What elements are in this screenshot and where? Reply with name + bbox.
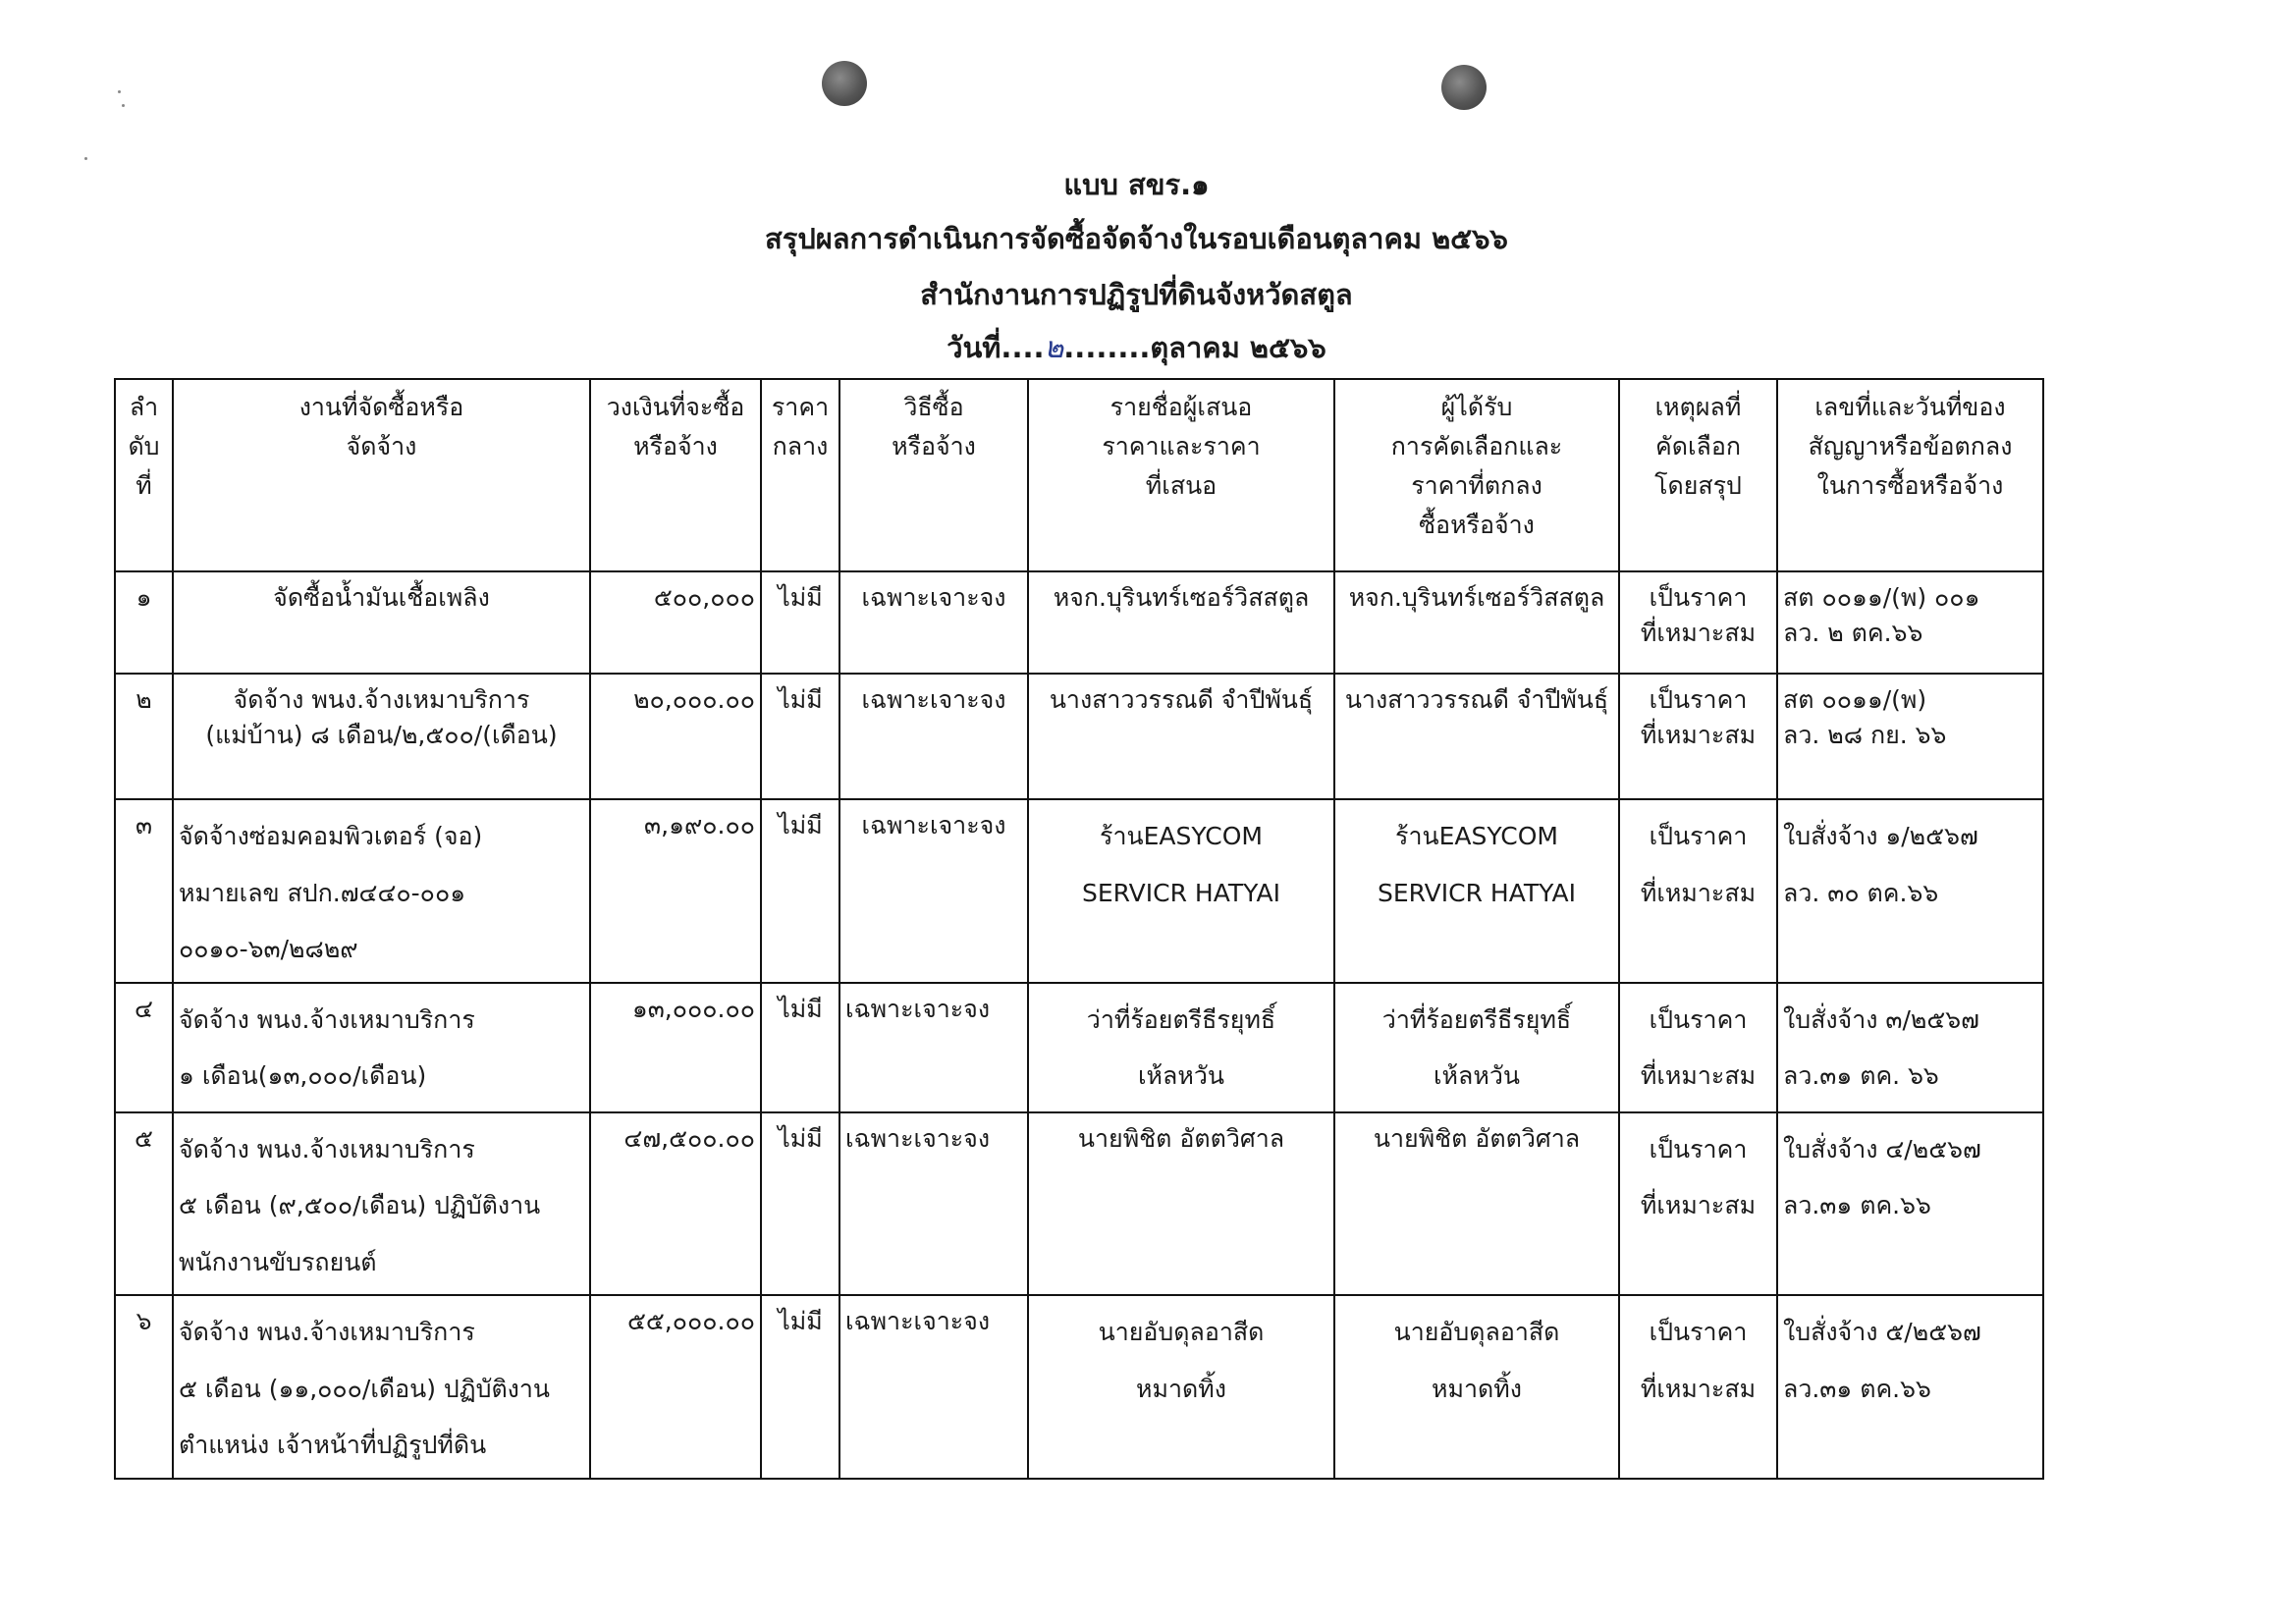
row-selected: นายอับดุลอาสีด หมาดทิ้ง — [1334, 1295, 1619, 1479]
col-header-bidders: รายชื่อผู้เสนอ ราคาและราคา ที่เสนอ — [1028, 379, 1334, 571]
agency-name: สำนักงานการปฏิรูปที่ดินจังหวัดสตูล — [920, 278, 1353, 311]
col-header-selected: ผู้ได้รับ การคัดเลือกและ ราคาที่ตกลง ซื้อหรือจ้าง — [1334, 379, 1619, 571]
row-budget: ๕๐๐,๐๐๐ — [590, 571, 761, 674]
row-ref-price: ไม่มี — [761, 799, 839, 983]
handwritten-day: ๒ — [1044, 331, 1064, 365]
row-reason: เป็นราคา ที่เหมาะสม — [1619, 983, 1777, 1112]
row-selected: ว่าที่ร้อยตรีธีรยุทธิ์ เห้ลหวัน — [1334, 983, 1619, 1112]
row-reason: เป็นราคา ที่เหมาะสม — [1619, 571, 1777, 674]
row-budget: ๔๗,๕๐๐.๐๐ — [590, 1112, 761, 1296]
row-contract: ใบสั่งจ้าง ๑/๒๕๖๗ ลว. ๓๐ ตค.๖๖ — [1777, 799, 2043, 983]
row-contract: ใบสั่งจ้าง ๔/๒๕๖๗ ลว.๓๑ ตค.๖๖ — [1777, 1112, 2043, 1296]
row-no: ๓ — [115, 799, 173, 983]
row-item: จัดจ้าง พนง.จ้างเหมาบริการ ๕ เดือน (๙,๕๐๐/เดือน) ปฏิบัติงาน พนักงานขับรถยนต์ — [173, 1112, 590, 1296]
row-contract: ใบสั่งจ้าง ๓/๒๕๖๗ ลว.๓๑ ตค. ๖๖ — [1777, 983, 2043, 1112]
row-method: เฉพาะเจาะจง — [839, 799, 1028, 983]
row-budget: ๒๐,๐๐๐.๐๐ — [590, 674, 761, 799]
row-reason: เป็นราคา ที่เหมาะสม — [1619, 799, 1777, 983]
row-method: เฉพาะเจาะจง — [839, 1112, 1028, 1296]
row-selected: ร้านEASYCOM SERVICR HATYAI — [1334, 799, 1619, 983]
row-method: เฉพาะเจาะจง — [839, 983, 1028, 1112]
date-prefix: วันที่.... — [947, 331, 1045, 364]
row-bidders: หจก.บุรินทร์เซอร์วิสสตูล — [1028, 571, 1334, 674]
row-selected: นางสาววรรณดี จำปีพันธุ์ — [1334, 674, 1619, 799]
row-item: จัดซื้อน้ำมันเชื้อเพลิง — [173, 571, 590, 674]
table-row — [115, 571, 2043, 674]
row-item: จัดจ้าง พนง.จ้างเหมาบริการ ๕ เดือน (๑๑,๐๐๐/เดือน) ปฏิบัติงาน ตำแหน่ง เจ้าหน้าที่ปฏิรูปที่ดิน — [173, 1295, 590, 1479]
date-line — [0, 331, 2273, 365]
col-header-item: งานที่จัดซื้อหรือ จัดจ้าง — [173, 379, 590, 571]
row-method: เฉพาะเจาะจง — [839, 1295, 1028, 1479]
row-method: เฉพาะเจาะจง — [839, 674, 1028, 799]
row-ref-price: ไม่มี — [761, 1295, 839, 1479]
form-code: แบบ สขร.๑ — [1063, 168, 1210, 201]
row-contract: สต ๐๐๑๑/(พ) ๐๐๑ ลว. ๒ ตค.๖๖ — [1777, 571, 2043, 674]
row-budget: ๕๕,๐๐๐.๐๐ — [590, 1295, 761, 1479]
row-contract: ใบสั่งจ้าง ๕/๒๕๖๗ ลว.๓๑ ตค.๖๖ — [1777, 1295, 2043, 1479]
row-bidders: ว่าที่ร้อยตรีธีรยุทธิ์ เห้ลหวัน — [1028, 983, 1334, 1112]
date-suffix: ........ตุลาคม ๒๕๖๖ — [1063, 331, 1326, 364]
row-reason: เป็นราคา ที่เหมาะสม — [1619, 1112, 1777, 1296]
table-row — [115, 1112, 2043, 1296]
row-no: ๔ — [115, 983, 173, 1112]
row-bidders: ร้านEASYCOM SERVICR HATYAI — [1028, 799, 1334, 983]
scan-speck — [122, 104, 125, 107]
col-header-contract: เลขที่และวันที่ของ สัญญาหรือข้อตกลง ในการซื้อหรือจ้าง — [1777, 379, 2043, 571]
header-row — [115, 379, 2043, 571]
punch-hole-right — [1441, 65, 1487, 110]
row-ref-price: ไม่มี — [761, 1112, 839, 1296]
row-no: ๒ — [115, 674, 173, 799]
row-ref-price: ไม่มี — [761, 674, 839, 799]
document-title: สรุปผลการดำเนินการจัดซื้อจัดจ้างในรอบเดือนตุลาคม ๒๕๖๖ — [765, 222, 1508, 255]
row-contract: สต ๐๐๑๑/(พ) ลว. ๒๘ กย. ๖๖ — [1777, 674, 2043, 799]
table-row — [115, 674, 2043, 799]
procurement-table — [114, 378, 2044, 1480]
row-bidders: นางสาววรรณดี จำปีพันธุ์ — [1028, 674, 1334, 799]
row-item: จัดจ้างซ่อมคอมพิวเตอร์ (จอ) หมายเลข สปก.๗๔๔๐-๐๐๑ ๐๐๑๐-๖๓/๒๘๒๙ — [173, 799, 590, 983]
scan-speck — [118, 90, 121, 93]
table-row — [115, 983, 2043, 1112]
scan-speck — [84, 157, 87, 160]
row-bidders: นายพิชิต อัตตวิศาล — [1028, 1112, 1334, 1296]
row-reason: เป็นราคา ที่เหมาะสม — [1619, 674, 1777, 799]
row-no: ๕ — [115, 1112, 173, 1296]
col-header-ref-price: ราคา กลาง — [761, 379, 839, 571]
col-header-method: วิธีซื้อ หรือจ้าง — [839, 379, 1028, 571]
col-header-budget: วงเงินที่จะซื้อ หรือจ้าง — [590, 379, 761, 571]
row-budget: ๑๓,๐๐๐.๐๐ — [590, 983, 761, 1112]
row-selected: หจก.บุรินทร์เซอร์วิสสตูล — [1334, 571, 1619, 674]
row-item: จัดจ้าง พนง.จ้างเหมาบริการ (แม่บ้าน) ๘ เดือน/๒,๕๐๐/(เดือน) — [173, 674, 590, 799]
row-item: จัดจ้าง พนง.จ้างเหมาบริการ ๑ เดือน(๑๓,๐๐๐/เดือน) — [173, 983, 590, 1112]
row-method: เฉพาะเจาะจง — [839, 571, 1028, 674]
col-header-reason: เหตุผลที่ คัดเลือก โดยสรุป — [1619, 379, 1777, 571]
row-selected: นายพิชิต อัตตวิศาล — [1334, 1112, 1619, 1296]
row-budget: ๓,๑๙๐.๐๐ — [590, 799, 761, 983]
row-no: ๑ — [115, 571, 173, 674]
table-row — [115, 1295, 2043, 1479]
row-ref-price: ไม่มี — [761, 983, 839, 1112]
row-ref-price: ไม่มี — [761, 571, 839, 674]
col-header-no: ลำ ดับ ที่ — [115, 379, 173, 571]
row-bidders: นายอับดุลอาสีด หมาดทิ้ง — [1028, 1295, 1334, 1479]
punch-hole-left — [822, 61, 867, 106]
row-no: ๖ — [115, 1295, 173, 1479]
row-reason: เป็นราคา ที่เหมาะสม — [1619, 1295, 1777, 1479]
table-row — [115, 799, 2043, 983]
